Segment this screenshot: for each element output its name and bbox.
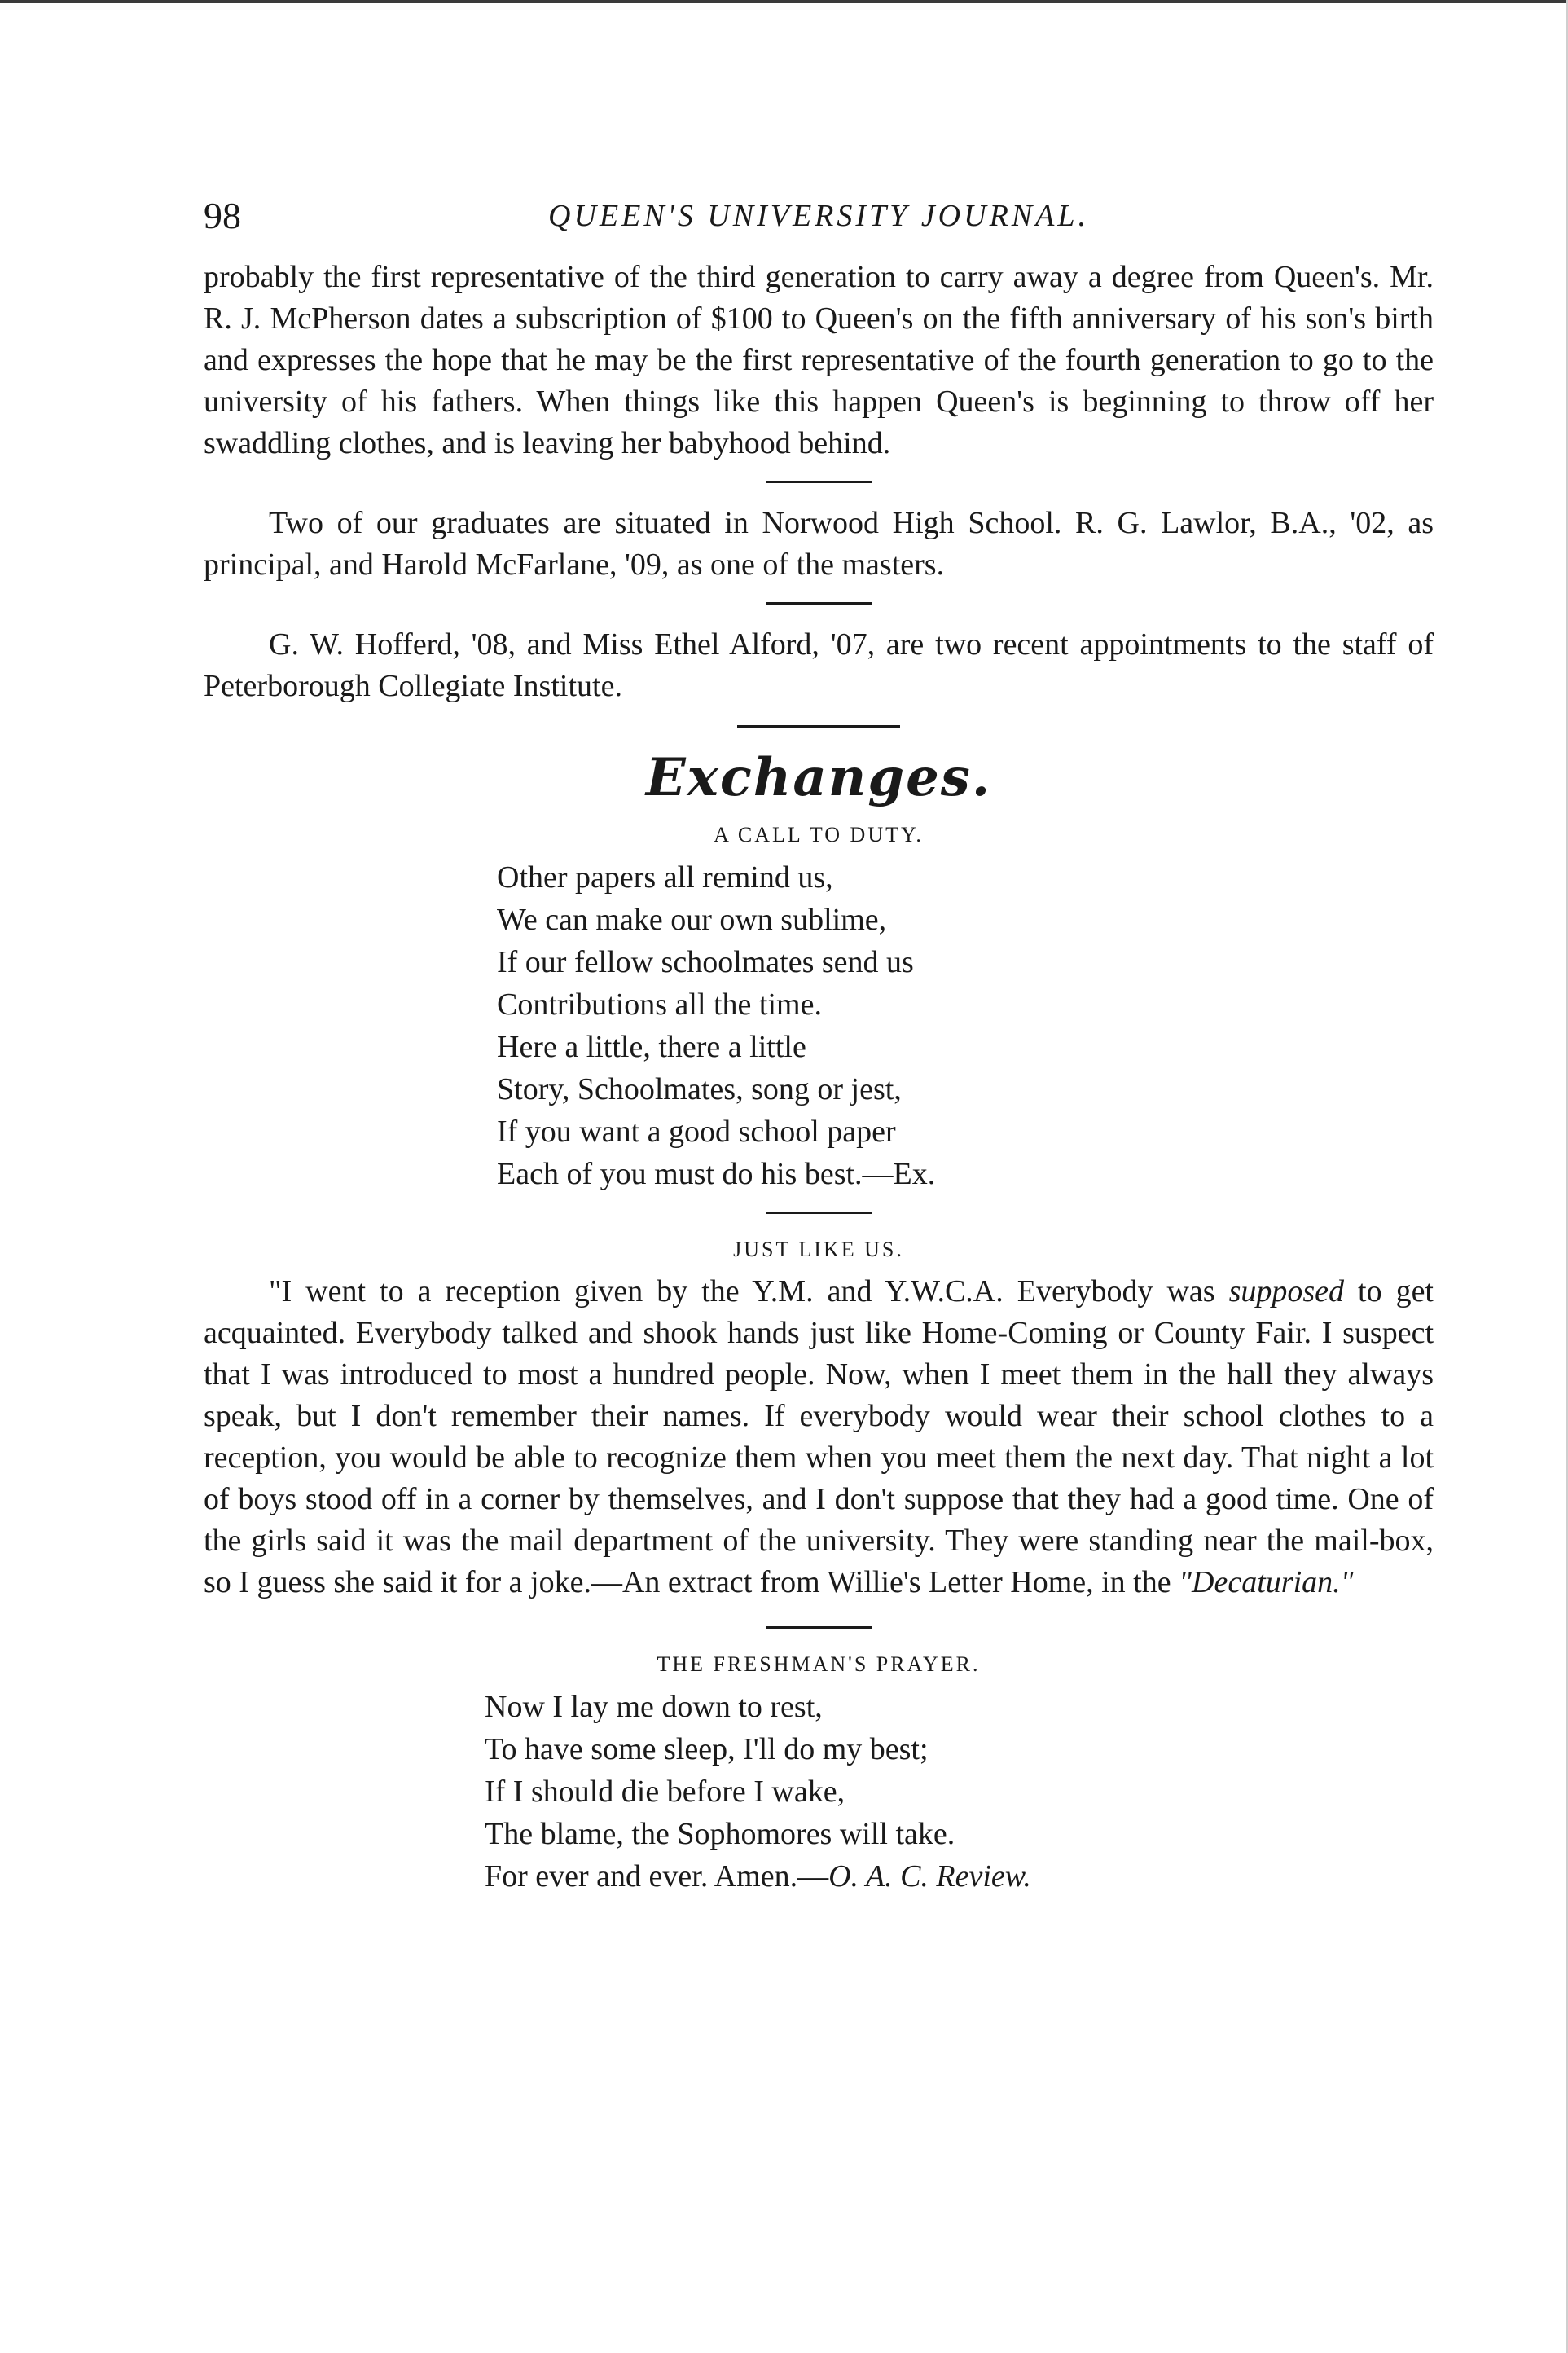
section-divider xyxy=(766,1626,872,1629)
section-divider xyxy=(766,1212,872,1214)
prose-source: "Decaturian." xyxy=(1179,1565,1354,1599)
poem-freshmans-prayer xyxy=(485,1686,1434,1898)
running-head: QUEEN'S UNIVERSITY JOURNAL. xyxy=(548,199,1089,233)
exchanges-title: Exchanges. xyxy=(645,747,992,808)
section-divider xyxy=(737,725,900,728)
poem-line: Other papers all remind us, xyxy=(497,860,833,895)
alumni-paragraph-2: Two of our graduates are situated in Norwood High School. R. G. Lawlor, B.A., '02, as principal, and Harold McFarlane, '09, as one of the masters. xyxy=(204,506,1434,582)
poem-call-to-duty xyxy=(497,856,1434,1195)
prose-text: "I went to a reception given by the Y.M. and Y.W.C.A. Everybody was xyxy=(269,1274,1229,1308)
prose-just-like-us xyxy=(204,1271,1434,1603)
prose-heading-just-like-us: JUST LIKE US. xyxy=(733,1238,904,1261)
poem-line: Each of you must do his best.—Ex. xyxy=(497,1157,936,1191)
prose-text: to get acquainted. Everybody talked and shook hands just like Home-Coming or County Fair. I suspect that I was introduced to most a hundred people. Now, when I meet them in the hall they always speak, but I don't remember their names. If everybody would wear their school clothes to a reception, you would be able to recognize them when you meet them the next day. That night a lot of boys stood off in a corner by themselves, and I don't suppose that they had a good time. One of the girls said it was the mail department of the university. They were standing near the mail-box, so I guess she said it for a joke.—An extract from Willie's Letter Home, in the xyxy=(204,1274,1434,1599)
poem-line: The blame, the Sophomores will take. xyxy=(485,1817,955,1851)
poem-line: If our fellow schoolmates send us xyxy=(497,945,914,979)
poem-heading-call-to-duty: A CALL TO DUTY. xyxy=(714,823,924,847)
poem-line: To have some sleep, I'll do my best; xyxy=(485,1732,929,1766)
alumni-paragraph-1: probably the first representative of the third generation to carry away a degree from Queen's. Mr. R. J. McPherson dates a subscription of $100 to Queen's on the fifth anniversary of his son's birth and expresses the hope that he may be the first representative of the fourth generation to go to the university of his fathers. When things like this happen Queen's is beginning to throw off her swaddling clothes, and is leaving her babyhood behind. xyxy=(204,260,1434,460)
page-number: 98 xyxy=(204,195,241,236)
alumni-paragraph-3: G. W. Hofferd, '08, and Miss Ethel Alford, '07, are two recent appointments to the staff of Peterborough Collegiate Institute. xyxy=(204,627,1434,703)
poem-line: Contributions all the time. xyxy=(497,987,822,1022)
section-divider xyxy=(766,602,872,605)
poem-heading-freshmans-prayer: THE FRESHMAN'S PRAYER. xyxy=(657,1652,981,1676)
poem-last-line xyxy=(485,1855,1434,1898)
poem-line: Here a little, there a little xyxy=(497,1030,806,1064)
page-header xyxy=(204,191,1434,257)
section-divider xyxy=(766,481,872,483)
poem-line: If I should die before I wake, xyxy=(485,1775,845,1809)
poem-line: If you want a good school paper xyxy=(497,1115,896,1149)
journal-page xyxy=(204,191,1434,1898)
poem-line: Story, Schoolmates, song or jest, xyxy=(497,1072,902,1106)
poem-source: O. A. C. Review. xyxy=(828,1859,1031,1893)
prose-emphasis: supposed xyxy=(1228,1274,1345,1308)
scan-top-edge xyxy=(0,0,1568,3)
poem-line: We can make our own sublime, xyxy=(497,903,887,937)
poem-line: Now I lay me down to rest, xyxy=(485,1690,823,1724)
poem-line-text: For ever and ever. Amen.— xyxy=(485,1859,829,1893)
